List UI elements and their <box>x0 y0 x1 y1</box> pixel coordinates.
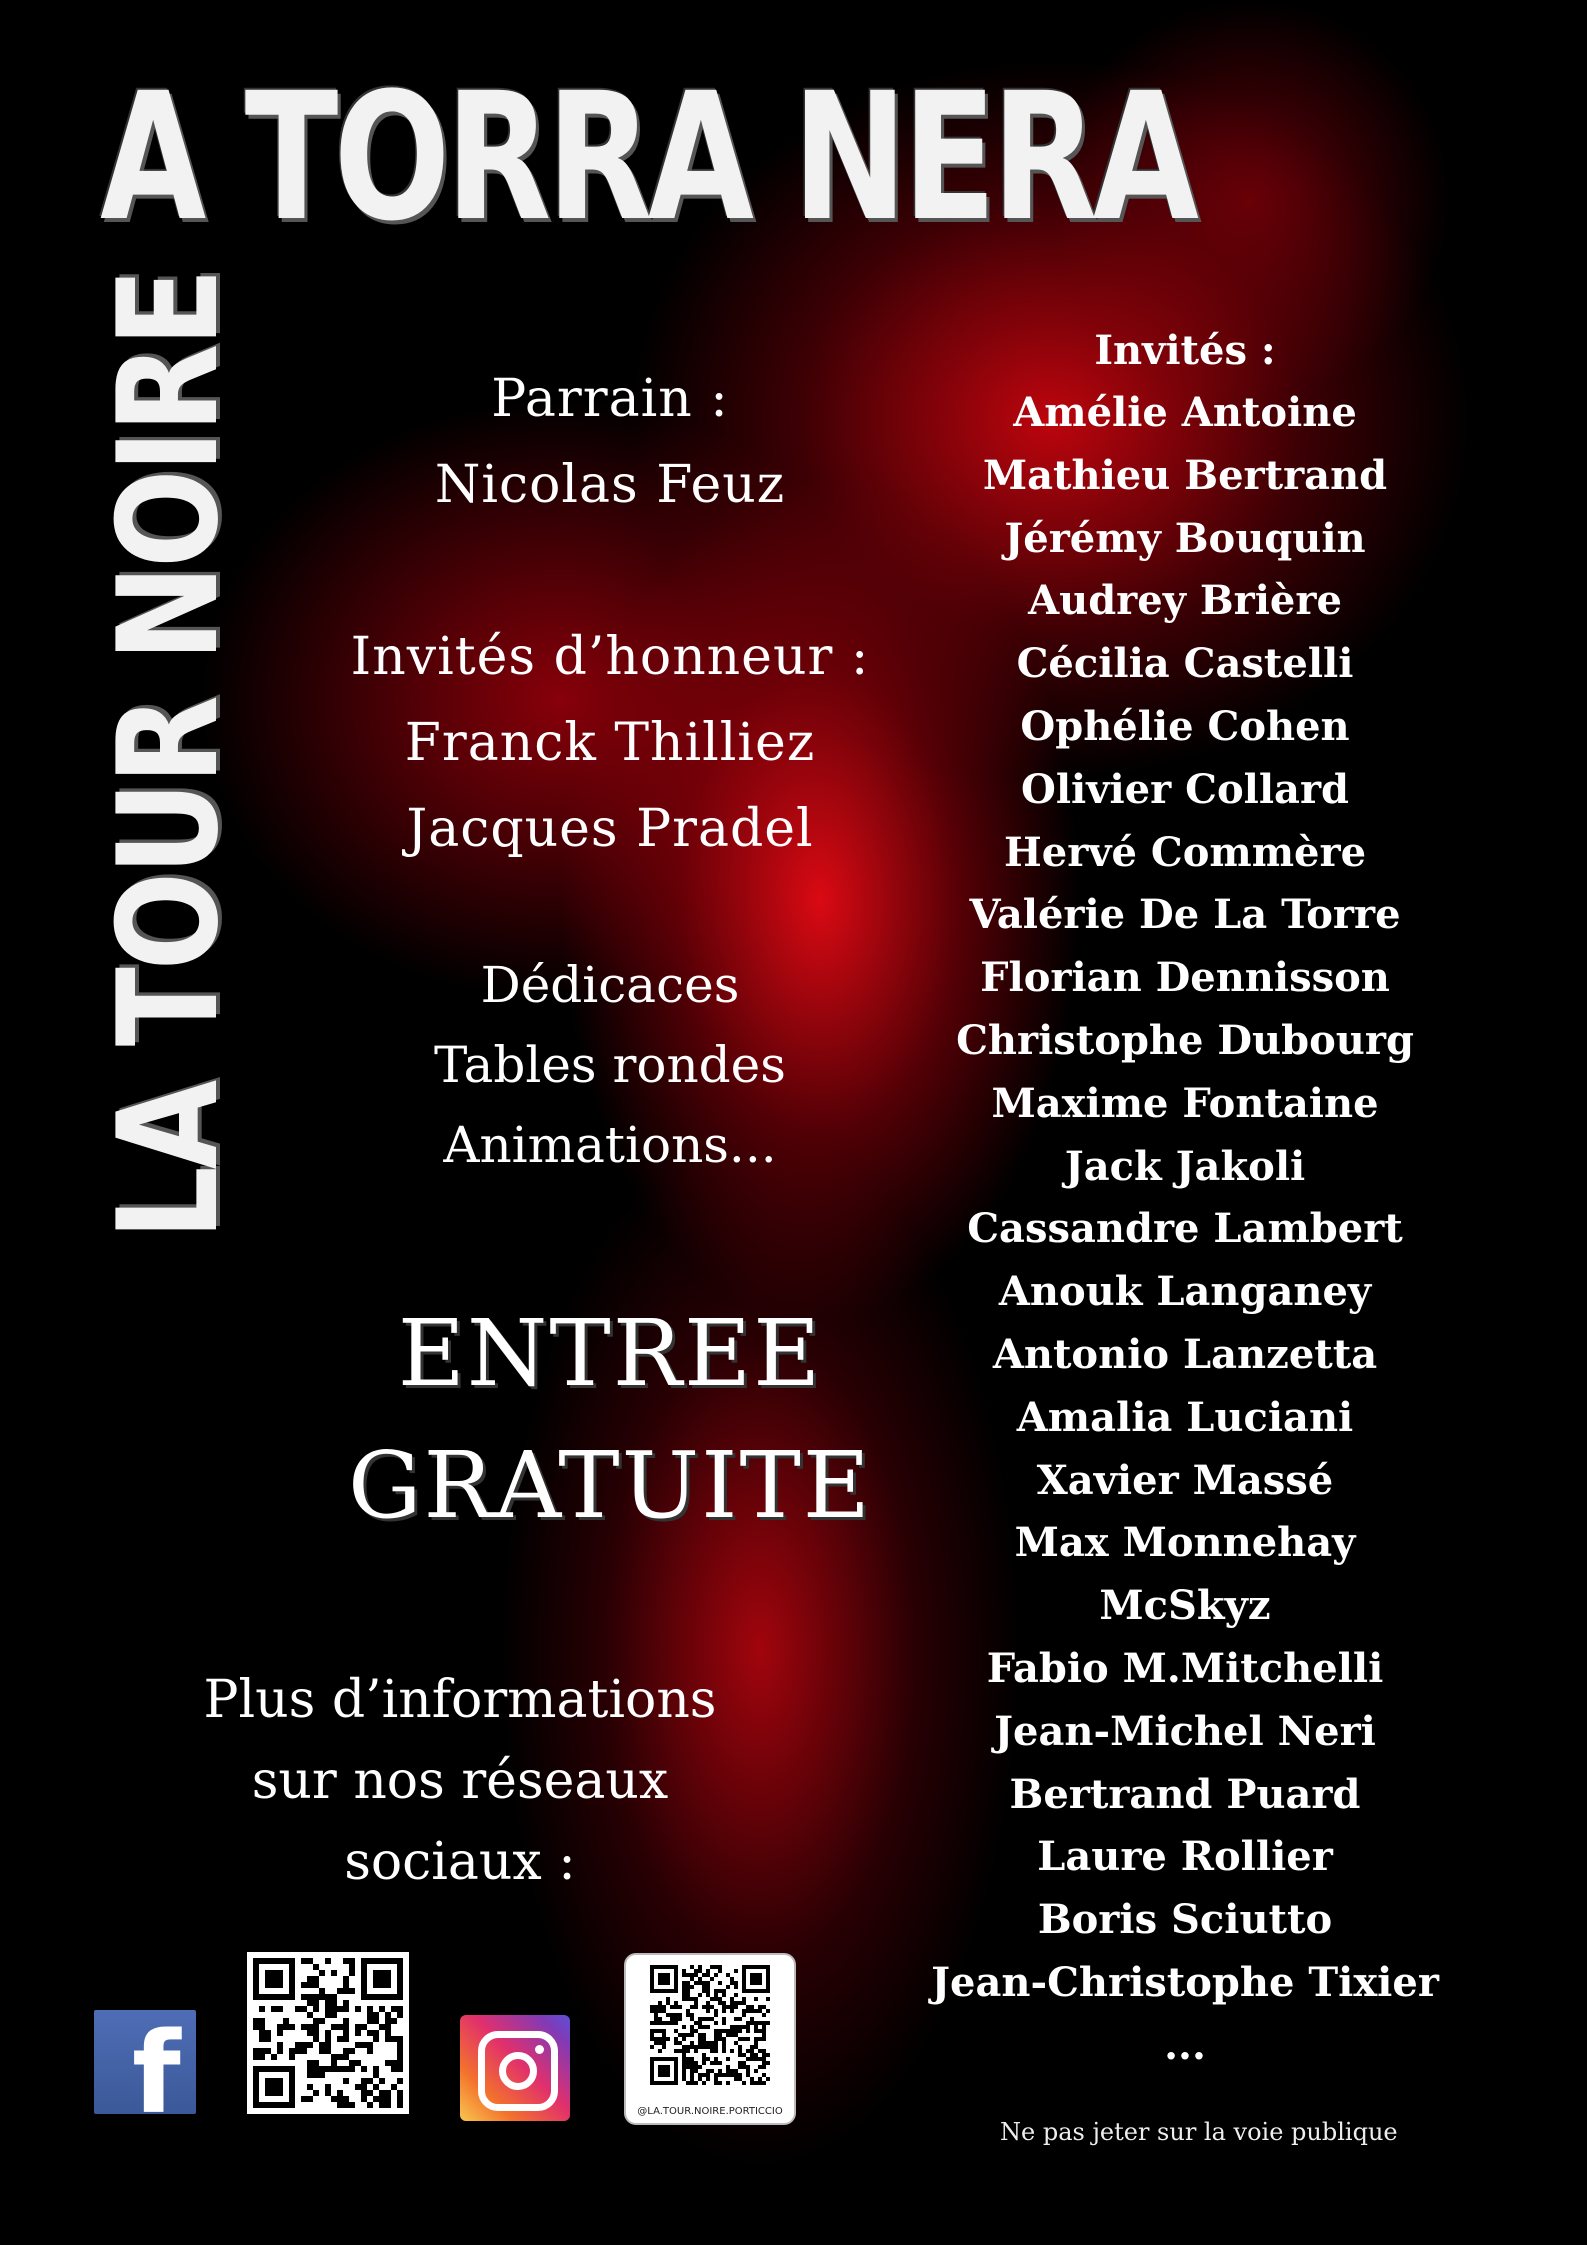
guest-name: Valérie De La Torre <box>969 891 1401 939</box>
guest-name: Jean-Christophe Tixier <box>931 1958 1439 2006</box>
free-entry-line: ENTREE <box>397 1300 823 1407</box>
vertical-title: LA TOUR NOIRE <box>88 271 249 1240</box>
guest-name: Xavier Massé <box>1036 1456 1334 1504</box>
info-line: sur nos réseaux <box>251 1751 669 1811</box>
honour-guest: Franck Thilliez <box>404 713 816 773</box>
guest-name: Anouk Langaney <box>998 1268 1372 1316</box>
facebook-icon[interactable]: f <box>94 2010 196 2114</box>
info-line: Plus d’informations <box>203 1670 717 1730</box>
guests-header: Invités : <box>1094 327 1276 374</box>
guest-name: Christophe Dubourg <box>956 1016 1414 1064</box>
guest-name: Boris Sciutto <box>1037 1896 1333 1944</box>
activity-item: Animations... <box>443 1116 777 1174</box>
guest-name: Amélie Antoine <box>1013 389 1357 436</box>
info-block <box>160 1660 760 1903</box>
activity-item: Dédicaces <box>480 956 740 1014</box>
instagram-handle: @LA.TOUR.NOIRE.PORTICCIO <box>637 2106 783 2117</box>
guest-name: Max Monnehay <box>1014 1519 1356 1567</box>
guest-name: Maxime Fontaine <box>991 1079 1379 1127</box>
guest-name: Audrey Brière <box>1028 577 1342 625</box>
honour-guests-label: Invités d’honneur : <box>350 627 870 687</box>
guest-name: Antonio Lanzetta <box>992 1330 1378 1378</box>
activity-item: Tables rondes <box>434 1036 786 1094</box>
activities-block <box>320 945 900 1185</box>
guest-name: Hervé Commère <box>1003 828 1367 876</box>
guest-name: Bertrand Puard <box>1009 1770 1361 1818</box>
free-entry-block <box>320 1288 900 1552</box>
guest-name: McSkyz <box>1099 1582 1271 1630</box>
info-line: sociaux : <box>344 1832 576 1892</box>
guest-names <box>900 382 1470 2078</box>
parrain-block <box>320 356 900 528</box>
guest-name: Jérémy Bouquin <box>1004 514 1366 562</box>
guest-name: Cassandre Lambert <box>967 1205 1403 1253</box>
guest-name: Amalia Luciani <box>1016 1393 1354 1441</box>
instagram-qr-code[interactable] <box>624 1953 796 2125</box>
parrain-name: Nicolas Feuz <box>434 455 786 515</box>
instagram-icon[interactable] <box>460 2015 570 2121</box>
guest-name: Florian Dennisson <box>980 954 1390 1002</box>
guest-name: Olivier Collard <box>1021 765 1349 813</box>
guest-name: Jean-Michel Neri <box>994 1707 1376 1755</box>
honour-guest: Jacques Pradel <box>406 799 814 859</box>
footer-notice: Ne pas jeter sur la voie publique <box>1000 2118 1398 2146</box>
guests-list <box>900 320 1470 2078</box>
guest-name: Laure Rollier <box>1037 1833 1333 1881</box>
guest-name: Cécilia Castelli <box>1016 640 1354 688</box>
facebook-qr-code[interactable] <box>247 1952 409 2114</box>
guest-name: Jack Jakoli <box>1064 1142 1306 1190</box>
poster-title: A TORRA NERA <box>100 55 1195 260</box>
guest-name: Ophélie Cohen <box>1020 702 1350 750</box>
honour-guests-block <box>320 614 900 872</box>
guest-name: ... <box>1164 2021 1206 2069</box>
guest-name: Mathieu Bertrand <box>982 451 1388 499</box>
guest-name: Fabio M.Mitchelli <box>986 1644 1384 1692</box>
parrain-label: Parrain : <box>491 369 729 429</box>
free-entry-line: GRATUITE <box>348 1432 872 1539</box>
